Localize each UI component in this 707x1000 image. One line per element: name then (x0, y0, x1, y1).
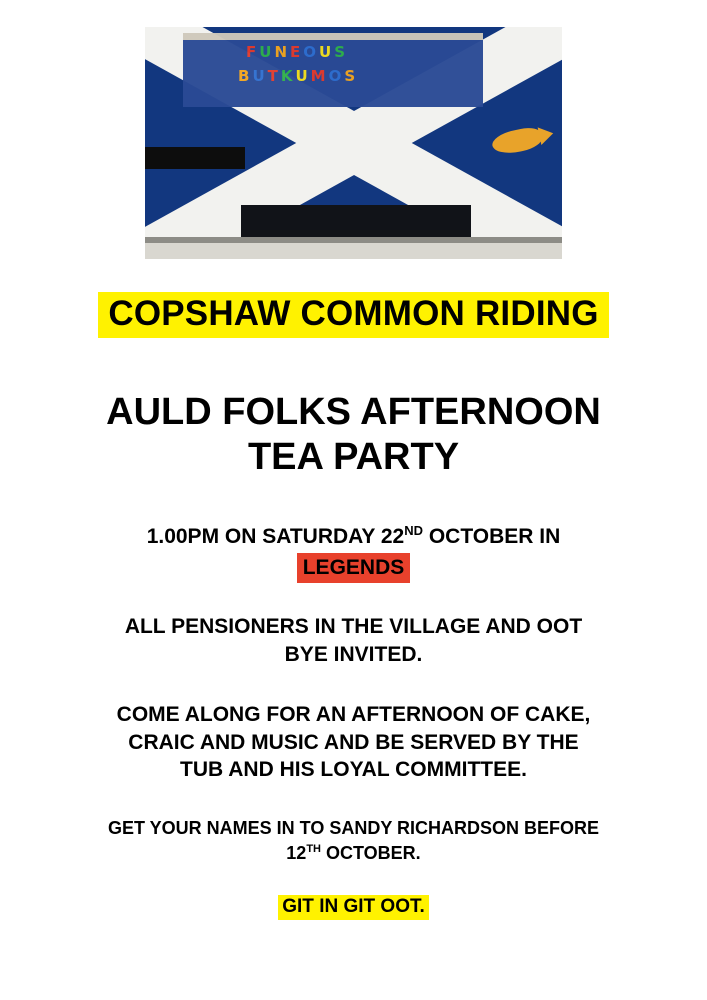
invitation-line2: BYE INVITED. (284, 642, 423, 666)
page-title: COPSHAW COMMON RIDING (98, 292, 608, 338)
description-line3: TUB AND HIS LOYAL COMMITTEE. (180, 758, 527, 782)
rsvp-month: OCTOBER. (321, 842, 421, 863)
event-datetime (34, 523, 674, 583)
rsvp-line1: GET YOUR NAMES IN TO SANDY RICHARDSON BEFORE (107, 818, 600, 839)
rsvp-day-number: 12 (286, 842, 307, 863)
event-headline (44, 390, 664, 479)
event-datetime-prefix: 1.00PM ON SATURDAY 22 (146, 525, 405, 549)
photo-bottom-edge (145, 243, 562, 259)
footer-slogan: GIT IN GIT OOT. (278, 895, 429, 920)
description-line2: CRAIC AND MUSIC AND BE SERVED BY THE (128, 730, 579, 754)
banner-top-edge (183, 33, 483, 40)
event-venue: LEGENDS (297, 553, 411, 582)
event-datetime-suffix: OCTOBER IN (423, 525, 561, 549)
flag-photo (145, 27, 562, 259)
banner-text-line2: B U T K U M O S (238, 67, 357, 85)
banner-text-line1: F U N E O U S (246, 43, 347, 61)
description-text (44, 701, 664, 785)
invitation-line1: ALL PENSIONERS IN THE VILLAGE AND OOT (124, 614, 583, 638)
event-headline-line2: TEA PARTY (247, 435, 460, 478)
photo-dark-bar-bottom (241, 205, 471, 237)
description-line1: COME ALONG FOR AN AFTERNOON OF CAKE, (116, 702, 591, 726)
banner-strip (183, 33, 483, 107)
event-datetime-ordinal: ND (404, 523, 424, 539)
photo-dark-bar-left (145, 147, 245, 169)
rsvp-text (34, 816, 674, 865)
rsvp-day-ordinal: TH (306, 842, 321, 855)
rsvp-line2 (34, 841, 674, 865)
event-headline-line1: AULD FOLKS AFTERNOON (106, 391, 601, 434)
invitation-text (54, 613, 654, 669)
